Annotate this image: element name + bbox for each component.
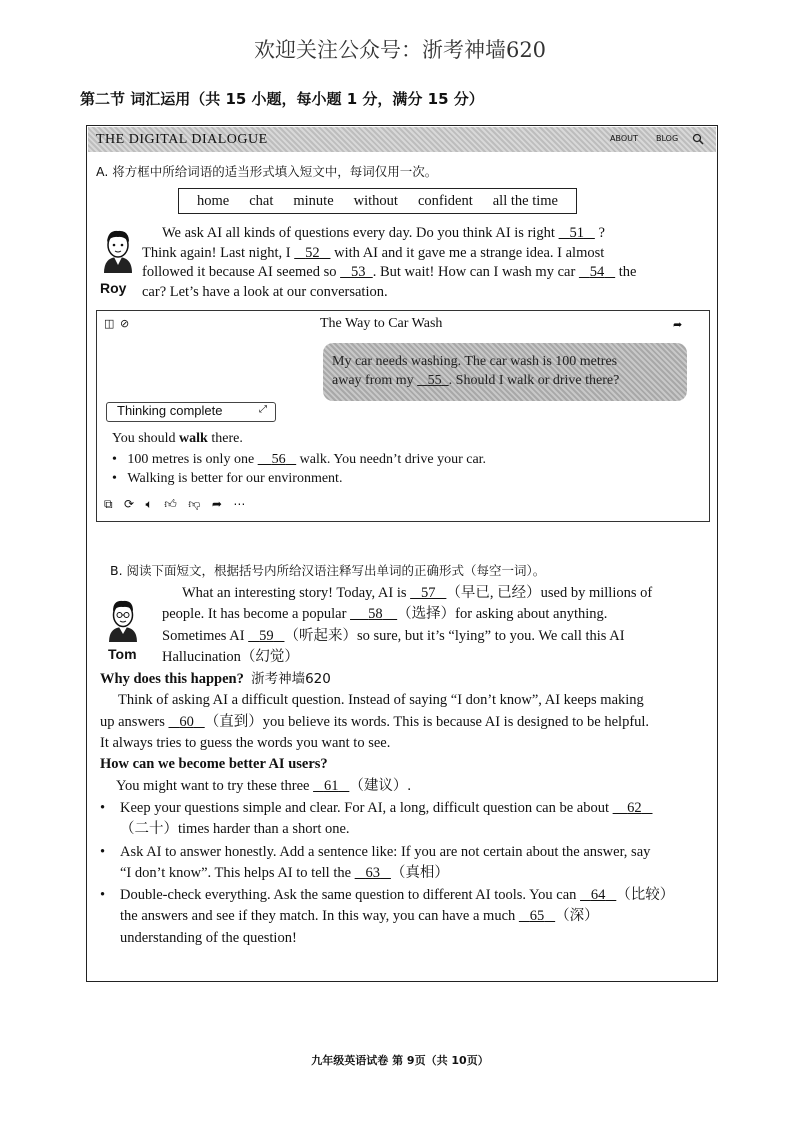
part-b-line: Keep your questions simple and clear. For AI, a long, difficult question can be about 62	[120, 798, 653, 818]
speaker-tom: Tom	[108, 646, 137, 662]
copy-icon[interactable]: ⧉	[104, 497, 113, 511]
blank-62[interactable]: 62	[627, 800, 642, 816]
part-b-instruction: B. 阅读下面短文，根据括号内所给汉语注释写出单词的正确形式（每空一词）。	[110, 563, 546, 578]
thinking-label: Thinking complete	[117, 403, 223, 418]
part-b-line: the answers and see if they match. In this way, you can have a much 65 （深）	[120, 908, 599, 924]
subheading-why: Why does this happen? 浙考神墙620	[100, 671, 331, 687]
blank-59[interactable]: 59	[259, 628, 274, 644]
edit-icon[interactable]: ⊘	[120, 317, 130, 330]
bullet-dot: •	[100, 887, 106, 903]
blank-53[interactable]: 53	[350, 264, 366, 280]
refresh-icon[interactable]: ⟳	[124, 497, 135, 511]
section-title: 第二节 词汇运用（共 15 小题，每小题 1 分，满分 15 分）	[80, 90, 484, 108]
word-option: all the time	[492, 192, 558, 209]
word-option: without	[353, 192, 398, 209]
blank-56[interactable]: 56	[271, 452, 286, 467]
part-b-line: understanding of the question!	[120, 930, 297, 946]
part-b-line: Ask AI to answer honestly. Add a sentence like: If you are not certain about the answer, say	[120, 844, 651, 860]
chat-toolbar	[104, 497, 245, 512]
part-b-line: Hallucination（幻觉）	[162, 649, 299, 665]
word-option: confident	[417, 192, 473, 209]
share-icon[interactable]: ➦	[211, 497, 222, 511]
site-logo: THE DIGITAL DIALOGUE	[96, 132, 268, 147]
thinking-status[interactable]	[106, 402, 276, 422]
part-a-line: We ask AI all kinds of questions every day. Do you think AI is right 51 ?	[162, 225, 605, 241]
speaker-icon[interactable]: 🔈︎	[145, 497, 153, 511]
sidebar-icon[interactable]: ◫	[104, 317, 115, 330]
part-a-line: Think again! Last night, I 52 with AI and it gave me a strange idea. I almost	[142, 245, 605, 261]
part-b-line: What an interesting story! Today, AI is 57 （早已, 已经）used by millions of	[182, 585, 653, 601]
part-b-line: Sometimes AI 59 （听起来）so sure, but it’s “lying” to you. We call this AI	[162, 628, 625, 644]
page-header: 欢迎关注公众号：浙考神墙620	[253, 38, 547, 62]
part-b-line: （二十）times harder than a short one.	[120, 821, 350, 837]
blank-57[interactable]: 57	[421, 585, 436, 601]
page-footer: 九年级英语试卷 第 9页（共 10页）	[311, 1054, 489, 1067]
word-option: home	[197, 192, 230, 209]
part-a-line: followed it because AI seemed so 53 . But wait! How can I wash my car 54 the	[142, 264, 637, 280]
user-message-text: My car needs washing. The car wash is 100 metres away from my 55 . Should I walk or drive there?	[332, 354, 620, 388]
roy-avatar	[98, 225, 138, 273]
blank-61[interactable]: 61	[323, 778, 339, 794]
blank-58[interactable]: 58	[368, 606, 383, 622]
blank-54[interactable]: 54	[589, 264, 605, 280]
share-icon[interactable]: ➦	[673, 318, 683, 331]
expand-icon[interactable]: ⤢	[259, 404, 267, 415]
part-b-line: It always tries to guess the words you want to see.	[100, 735, 391, 751]
blank-63[interactable]: 63	[365, 865, 381, 881]
bullet-dot: •	[100, 844, 106, 860]
blank-65[interactable]: 65	[529, 908, 545, 924]
word-option: chat	[249, 192, 274, 209]
ai-bullet: • 100 metres is only one 56 walk. You needn’t drive your car.	[112, 452, 487, 467]
part-b-line: You might want to try these three 61 （建议）.	[116, 778, 411, 794]
blank-55[interactable]: 55	[427, 373, 442, 388]
watermark-tag: 浙考神墙620	[251, 671, 331, 687]
blank-60[interactable]: 60	[179, 714, 194, 730]
nav-about-link[interactable]: ABOUT	[610, 134, 638, 143]
ai-answer: You should walk there.	[112, 431, 243, 446]
speaker-roy: Roy	[100, 280, 127, 296]
part-a-instruction: A. 将方框中所给词语的适当形式填入短文中，每词仅用一次。	[96, 164, 438, 179]
search-icon[interactable]	[692, 133, 704, 145]
subheading-how: How can we become better AI users?	[100, 756, 328, 772]
nav-blog-link[interactable]: BLOG	[656, 134, 679, 143]
part-b-line: up answers 60 （直到）you believe its words. This is because AI is designed to be helpful.	[100, 714, 650, 730]
word-option: minute	[293, 192, 334, 209]
part-b-line: Think of asking AI a difficult question. Instead of saying “I don’t know”, AI keeps making	[118, 692, 644, 708]
blank-52[interactable]: 52	[305, 245, 320, 261]
more-icon[interactable]: ⋯	[233, 497, 246, 511]
thumbs-up-icon[interactable]: 👍︎	[164, 497, 177, 511]
blank-51[interactable]: 51	[569, 225, 584, 241]
thumbs-down-icon[interactable]: 👎︎	[188, 497, 201, 511]
part-a-line: car? Let’s have a look at our conversation.	[142, 284, 388, 300]
part-b-line: “I don’t know”. This helps AI to tell the 63 （真相）	[120, 865, 449, 881]
bullet-dot: •	[100, 800, 106, 816]
tom-avatar	[104, 596, 142, 642]
part-b-line: Double-check everything. Ask the same question to different AI tools. You can 64 （比较）	[120, 887, 675, 903]
blank-64[interactable]: 64	[590, 887, 606, 903]
word-box	[178, 188, 577, 214]
chat-title: The Way to Car Wash	[320, 316, 443, 331]
site-banner	[88, 127, 716, 152]
ai-bullet: • Walking is better for our environment.	[112, 471, 343, 486]
part-b-line: people. It has become a popular 58 （选择）for asking about anything.	[162, 606, 608, 622]
